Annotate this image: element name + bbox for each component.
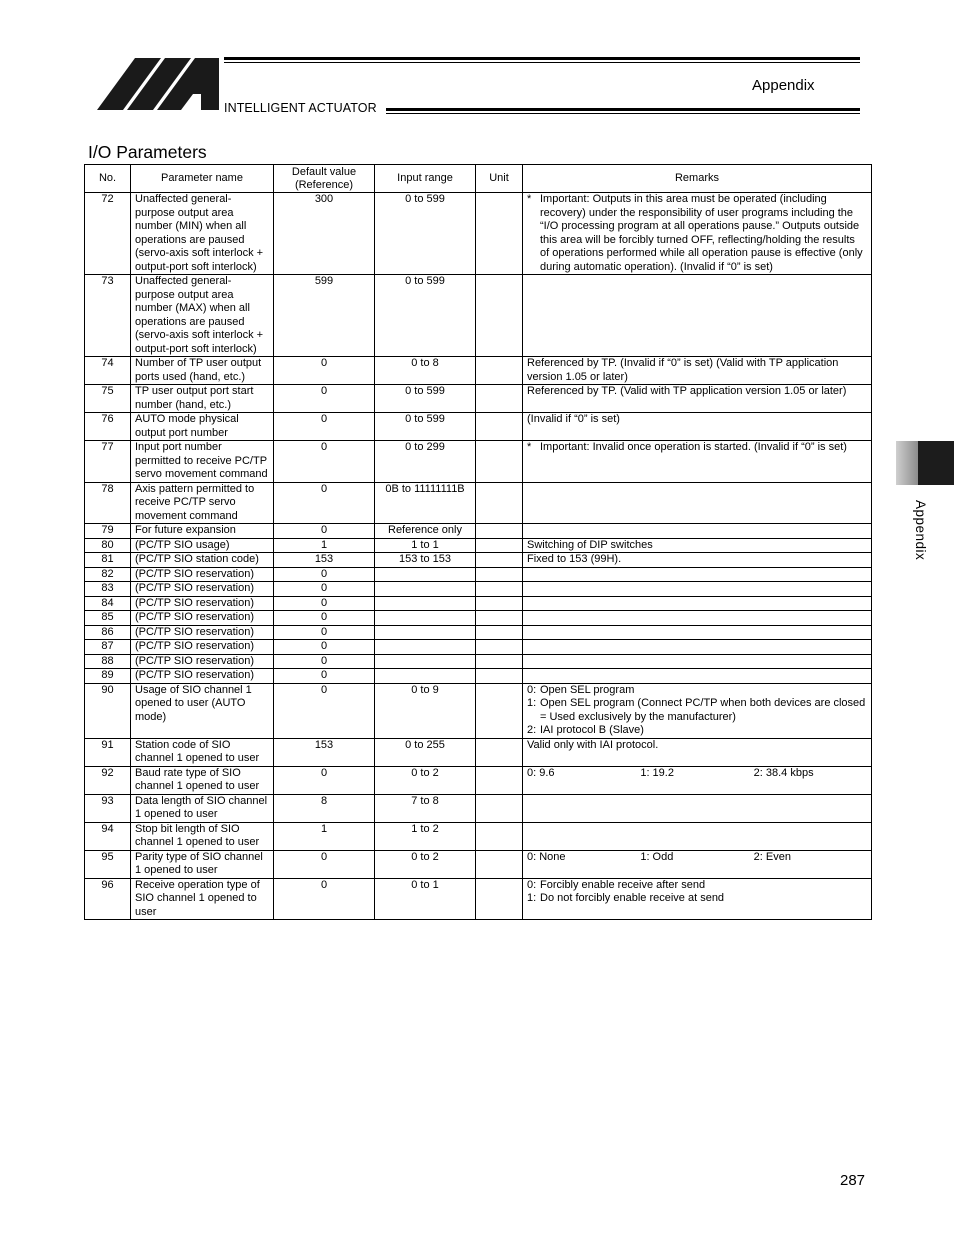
- cell-name: (PC/TP SIO reservation): [131, 669, 274, 684]
- section-label: Appendix: [752, 77, 815, 94]
- remark-line: Referenced by TP. (Valid with TP application version 1.05 or later): [527, 385, 847, 397]
- cell-no: 92: [85, 766, 131, 794]
- cell-range: 0 to 2: [375, 850, 476, 878]
- cell-default: 0: [274, 441, 375, 483]
- cell-default: 0: [274, 654, 375, 669]
- cell-remarks: [523, 524, 872, 539]
- cell-name: Axis pattern permitted to receive PC/TP servo movement command: [131, 482, 274, 524]
- cell-no: 79: [85, 524, 131, 539]
- table-row: [85, 683, 872, 738]
- remark-line: [527, 697, 867, 724]
- page-title: I/O Parameters: [88, 142, 207, 162]
- cell-name: Parity type of SIO channel 1 opened to user: [131, 850, 274, 878]
- cell-range: 0 to 299: [375, 441, 476, 483]
- cell-default: 0: [274, 611, 375, 626]
- cell-unit: [476, 625, 523, 640]
- cell-no: 77: [85, 441, 131, 483]
- table-row: [85, 482, 872, 524]
- cell-name: (PC/TP SIO reservation): [131, 640, 274, 655]
- cell-name: (PC/TP SIO reservation): [131, 582, 274, 597]
- cell-name: (PC/TP SIO reservation): [131, 625, 274, 640]
- cell-unit: [476, 794, 523, 822]
- cell-name: Stop bit length of SIO channel 1 opened to user: [131, 822, 274, 850]
- cell-remarks: [523, 878, 872, 920]
- remark-marker: *: [527, 193, 532, 205]
- cell-unit: [476, 596, 523, 611]
- remark-text: IAI protocol B (Slave): [540, 724, 644, 736]
- cell-no: 89: [85, 669, 131, 684]
- remark-line: [527, 879, 867, 893]
- cell-unit: [476, 683, 523, 738]
- header-rule-bottom-thin: [386, 113, 860, 114]
- cell-remarks: [523, 822, 872, 850]
- table-row: [85, 385, 872, 413]
- table-row: [85, 538, 872, 553]
- cell-unit: [476, 640, 523, 655]
- cell-name: Baud rate type of SIO channel 1 opened to user: [131, 766, 274, 794]
- cell-name: For future expansion: [131, 524, 274, 539]
- cell-range: 0 to 8: [375, 357, 476, 385]
- cell-name: (PC/TP SIO station code): [131, 553, 274, 568]
- table-row: [85, 640, 872, 655]
- cell-no: 90: [85, 683, 131, 738]
- col-header-default: Default value (Reference): [274, 165, 375, 193]
- side-tab-gradient: [896, 441, 918, 485]
- cell-unit: [476, 738, 523, 766]
- table-row: [85, 567, 872, 582]
- remark-text: Forcibly enable receive after send: [540, 878, 706, 891]
- cell-range: [375, 567, 476, 582]
- cell-range: 0B to 11111111B: [375, 482, 476, 524]
- cell-default: 1: [274, 822, 375, 850]
- cell-no: 83: [85, 582, 131, 597]
- cell-range: 0 to 255: [375, 738, 476, 766]
- cell-remarks: [523, 654, 872, 669]
- io-parameters-table: [84, 164, 872, 920]
- cell-range: 0 to 599: [375, 275, 476, 357]
- cell-default: 0: [274, 596, 375, 611]
- cell-unit: [476, 275, 523, 357]
- table-row: [85, 596, 872, 611]
- cell-unit: [476, 193, 523, 275]
- cell-range: [375, 625, 476, 640]
- cell-no: 86: [85, 625, 131, 640]
- cell-range: 0 to 599: [375, 413, 476, 441]
- cell-no: 84: [85, 596, 131, 611]
- cell-range: 0 to 9: [375, 683, 476, 738]
- cell-unit: [476, 878, 523, 920]
- cell-range: [375, 640, 476, 655]
- cell-no: 93: [85, 794, 131, 822]
- remark-option: 1: 19.2: [640, 766, 674, 779]
- cell-range: [375, 582, 476, 597]
- cell-default: 0: [274, 850, 375, 878]
- remark-option: 0: None: [527, 850, 566, 863]
- cell-remarks: [523, 669, 872, 684]
- cell-no: 96: [85, 878, 131, 920]
- table-row: [85, 524, 872, 539]
- cell-unit: [476, 385, 523, 413]
- cell-default: 300: [274, 193, 375, 275]
- remark-text: Important: Invalid once operation is started. (Invalid if “0” is set): [540, 441, 847, 453]
- cell-range: 0 to 2: [375, 766, 476, 794]
- cell-remarks: [523, 482, 872, 524]
- cell-no: 74: [85, 357, 131, 385]
- cell-remarks: [523, 567, 872, 582]
- cell-range: Reference only: [375, 524, 476, 539]
- col-header-remarks: Remarks: [523, 165, 872, 193]
- cell-no: 87: [85, 640, 131, 655]
- cell-name: Usage of SIO channel 1 opened to user (AUTO mode): [131, 683, 274, 738]
- cell-no: 75: [85, 385, 131, 413]
- cell-unit: [476, 582, 523, 597]
- remark-option: 2: Even: [753, 850, 791, 863]
- cell-default: 0: [274, 640, 375, 655]
- header-rule-top: [224, 57, 860, 60]
- table-row: [85, 794, 872, 822]
- remark-line: [527, 193, 867, 274]
- remark-option: 1: Odd: [640, 850, 674, 863]
- cell-remarks: [523, 553, 872, 568]
- table-row: [85, 582, 872, 597]
- cell-unit: [476, 413, 523, 441]
- remark-line: [527, 684, 867, 698]
- brand-name: INTELLIGENT ACTUATOR: [224, 101, 377, 115]
- cell-range: 153 to 153: [375, 553, 476, 568]
- cell-no: 94: [85, 822, 131, 850]
- remark-text: Open SEL program (Connect PC/TP when both devices are closed = Used exclusively by the manufacturer): [540, 697, 866, 723]
- cell-no: 81: [85, 553, 131, 568]
- cell-default: 8: [274, 794, 375, 822]
- cell-remarks: [523, 582, 872, 597]
- cell-range: 1 to 2: [375, 822, 476, 850]
- remark-line: Valid only with IAI protocol.: [527, 738, 659, 751]
- cell-unit: [476, 654, 523, 669]
- table-row: [85, 611, 872, 626]
- cell-default: 1: [274, 538, 375, 553]
- remark-line: (Invalid if “0” is set): [527, 413, 620, 425]
- header-rule-bottom: [386, 108, 860, 111]
- col-header-no: No.: [85, 165, 131, 193]
- cell-name: Number of TP user output ports used (hand, etc.): [131, 357, 274, 385]
- cell-default: 0: [274, 582, 375, 597]
- cell-default: 0: [274, 766, 375, 794]
- cell-remarks: [523, 538, 872, 553]
- cell-unit: [476, 357, 523, 385]
- cell-unit: [476, 567, 523, 582]
- cell-name: Station code of SIO channel 1 opened to user: [131, 738, 274, 766]
- col-header-range: Input range: [375, 165, 476, 193]
- cell-remarks: [523, 596, 872, 611]
- cell-default: 0: [274, 567, 375, 582]
- cell-name: Data length of SIO channel 1 opened to user: [131, 794, 274, 822]
- remark-marker: 0:: [527, 683, 537, 696]
- cell-unit: [476, 611, 523, 626]
- cell-name: (PC/TP SIO reservation): [131, 596, 274, 611]
- cell-remarks: [523, 413, 872, 441]
- remark-marker: 2:: [527, 724, 537, 736]
- cell-no: 95: [85, 850, 131, 878]
- cell-remarks: [523, 385, 872, 413]
- cell-default: 0: [274, 482, 375, 524]
- remark-option: 0: 9.6: [527, 766, 555, 779]
- cell-remarks: [523, 640, 872, 655]
- cell-range: 0 to 599: [375, 193, 476, 275]
- cell-name: Receive operation type of SIO channel 1 opened to user: [131, 878, 274, 920]
- cell-range: [375, 611, 476, 626]
- cell-no: 76: [85, 413, 131, 441]
- remark-marker: 1:: [527, 697, 537, 709]
- cell-remarks: [523, 357, 872, 385]
- iai-logo: [97, 58, 219, 110]
- cell-default: 0: [274, 524, 375, 539]
- cell-remarks: [523, 850, 872, 878]
- table-row: [85, 357, 872, 385]
- cell-default: 0: [274, 385, 375, 413]
- remark-line: Fixed to 153 (99H).: [527, 553, 622, 565]
- cell-range: 7 to 8: [375, 794, 476, 822]
- cell-range: [375, 654, 476, 669]
- cell-remarks: [523, 766, 872, 794]
- cell-default: 0: [274, 625, 375, 640]
- cell-default: 0: [274, 683, 375, 738]
- remark-line: [527, 892, 867, 906]
- cell-name: Unaffected general-purpose output area number (MIN) when all operations are paused (servo-axis soft interlock + output-port soft interlock): [131, 193, 274, 275]
- table-row: [85, 625, 872, 640]
- cell-no: 88: [85, 654, 131, 669]
- cell-name: (PC/TP SIO usage): [131, 538, 274, 553]
- cell-remarks: [523, 193, 872, 275]
- table-row: [85, 850, 872, 878]
- cell-unit: [476, 822, 523, 850]
- cell-range: 0 to 1: [375, 878, 476, 920]
- cell-name: (PC/TP SIO reservation): [131, 654, 274, 669]
- col-header-unit: Unit: [476, 165, 523, 193]
- cell-no: 82: [85, 567, 131, 582]
- cell-range: [375, 596, 476, 611]
- cell-default: 0: [274, 669, 375, 684]
- table-row: [85, 822, 872, 850]
- cell-no: 85: [85, 611, 131, 626]
- header-rule-top-thin: [224, 62, 860, 63]
- cell-unit: [476, 553, 523, 568]
- cell-unit: [476, 524, 523, 539]
- cell-unit: [476, 850, 523, 878]
- cell-default: 153: [274, 738, 375, 766]
- remark-line: Switching of DIP switches: [527, 538, 653, 551]
- cell-no: 78: [85, 482, 131, 524]
- cell-remarks: [523, 611, 872, 626]
- table-row: [85, 878, 872, 920]
- table-row: [85, 441, 872, 483]
- cell-default: 153: [274, 553, 375, 568]
- col-header-name: Parameter name: [131, 165, 274, 193]
- cell-default: 0: [274, 878, 375, 920]
- remark-marker: *: [527, 441, 532, 453]
- cell-name: Input port number permitted to receive PC/TP servo movement command: [131, 441, 274, 483]
- cell-name: (PC/TP SIO reservation): [131, 567, 274, 582]
- table-header-row: [85, 165, 872, 193]
- cell-remarks: [523, 441, 872, 483]
- cell-no: 72: [85, 193, 131, 275]
- cell-remarks: [523, 738, 872, 766]
- table-row: [85, 193, 872, 275]
- cell-unit: [476, 766, 523, 794]
- remark-text: Important: Outputs in this area must be operated (including recovery) under the responsibility of user programs including the “I/O processing program at all operations pause.” Outputs outside this area will be forcibly turned OFF, reflecting/holding the results of operations performed while all operation pause is effective (only during automatic operation). (Invalid if “0” is set): [540, 193, 863, 273]
- page-number: 287: [840, 1172, 866, 1189]
- side-tab-label: Appendix: [913, 500, 928, 561]
- cell-unit: [476, 538, 523, 553]
- table-row: [85, 654, 872, 669]
- remark-line: [527, 724, 867, 738]
- cell-remarks: [523, 683, 872, 738]
- cell-range: 0 to 599: [375, 385, 476, 413]
- cell-name: (PC/TP SIO reservation): [131, 611, 274, 626]
- cell-remarks: [523, 794, 872, 822]
- table-row: [85, 413, 872, 441]
- cell-unit: [476, 441, 523, 483]
- cell-no: 73: [85, 275, 131, 357]
- cell-name: Unaffected general-purpose output area number (MAX) when all operations are paused (servo-axis soft interlock + output-port soft interlock): [131, 275, 274, 357]
- cell-no: 91: [85, 738, 131, 766]
- cell-range: [375, 669, 476, 684]
- remark-line: Referenced by TP. (Invalid if “0” is set) (Valid with TP application version 1.05 or later): [527, 357, 839, 383]
- side-tab-block: [918, 441, 954, 485]
- cell-default: 0: [274, 413, 375, 441]
- table-row: [85, 553, 872, 568]
- remark-text: Do not forcibly enable receive at send: [540, 892, 725, 904]
- remark-line: [527, 441, 867, 455]
- remark-marker: 1:: [527, 892, 537, 904]
- cell-name: AUTO mode physical output port number: [131, 413, 274, 441]
- table-row: [85, 275, 872, 357]
- cell-unit: [476, 669, 523, 684]
- cell-remarks: [523, 625, 872, 640]
- table-row: [85, 738, 872, 766]
- cell-default: 599: [274, 275, 375, 357]
- cell-name: TP user output port start number (hand, etc.): [131, 385, 274, 413]
- remark-option: 2: 38.4 kbps: [753, 766, 814, 779]
- remark-marker: 0:: [527, 878, 537, 891]
- table-row: [85, 669, 872, 684]
- table-row: [85, 766, 872, 794]
- cell-remarks: [523, 275, 872, 357]
- cell-no: 80: [85, 538, 131, 553]
- cell-range: 1 to 1: [375, 538, 476, 553]
- cell-default: 0: [274, 357, 375, 385]
- remark-text: Open SEL program: [540, 683, 635, 696]
- cell-unit: [476, 482, 523, 524]
